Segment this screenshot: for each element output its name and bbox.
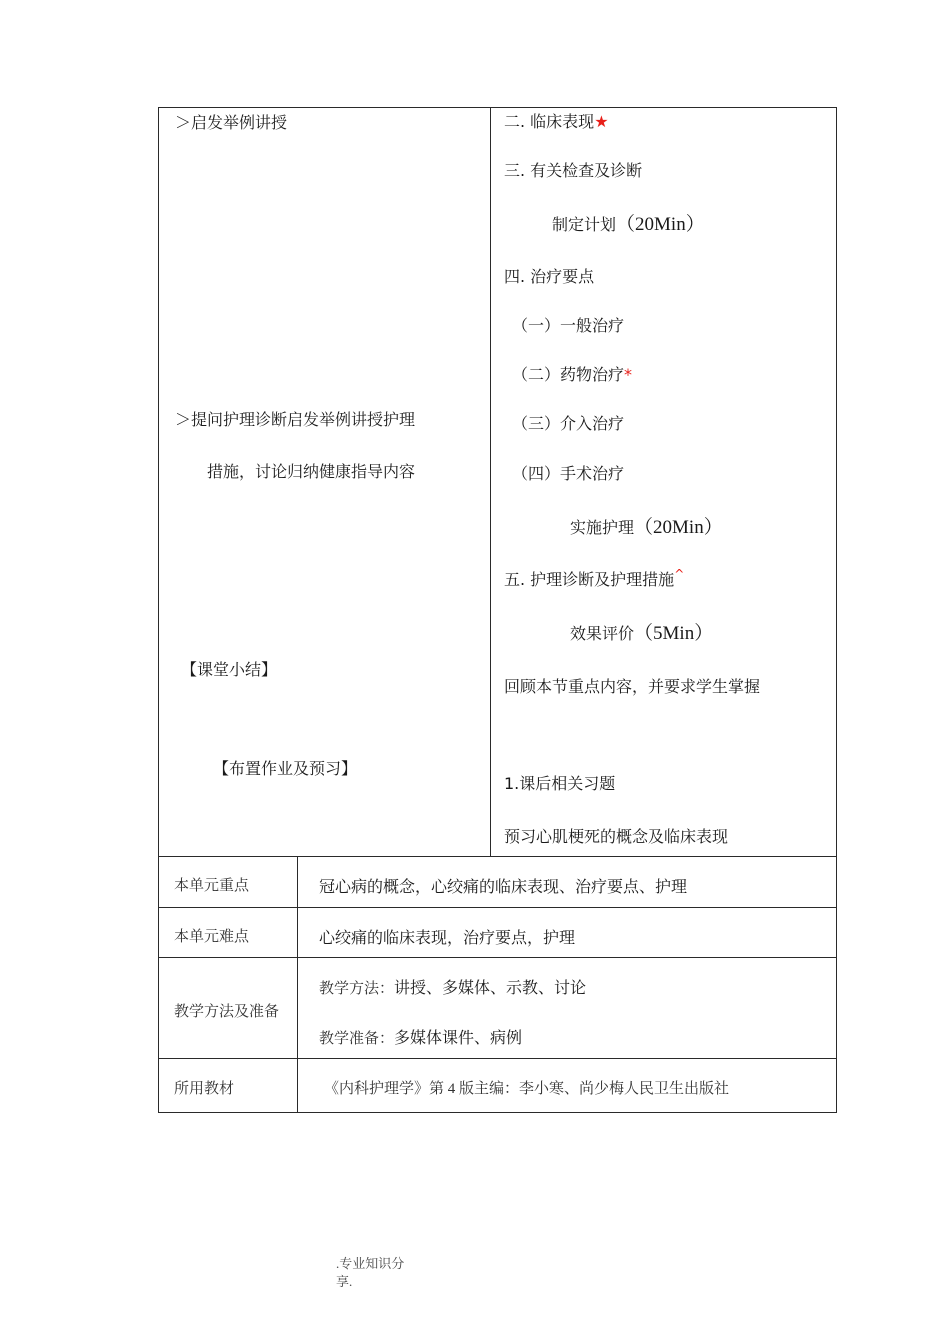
plan-time: （20Min）: [616, 214, 705, 235]
plan-label: 制定计划: [552, 215, 617, 234]
class-summary-heading: 【课堂小结】: [181, 660, 278, 679]
asterisk-icon: *: [624, 365, 633, 384]
nursing-diagnosis: [504, 567, 684, 590]
key-points-value: 冠心病的概念，心绞痛的临床表现、治疗要点、护理: [319, 877, 688, 896]
methods-prep-label: 教学方法及准备: [174, 1004, 280, 1020]
drug-treatment: [512, 362, 632, 385]
nursing-diagnosis-label: 五. 护理诊断及护理措施: [504, 570, 675, 589]
teaching-method-label: 教学方法：: [319, 981, 395, 997]
evaluate-step: [570, 618, 713, 645]
textbook-label: 所用教材: [174, 1081, 235, 1097]
table-top-border: [158, 107, 837, 108]
key-points-label: 本单元重点: [174, 878, 250, 894]
difficult-points-label: 本单元难点: [174, 929, 250, 945]
row-separator-4: [158, 1058, 837, 1059]
star-icon: ★: [594, 112, 609, 131]
lower-column-divider: [297, 856, 298, 1113]
footer-note: .专业知识分享.: [336, 1256, 405, 1289]
caret-icon: ^: [674, 567, 685, 581]
row-separator-3: [158, 957, 837, 958]
surgical-treatment: （四）手术治疗: [512, 464, 625, 483]
clinical-manifestation: [504, 109, 609, 132]
preview-text: 预习心肌梗死的概念及临床表现: [504, 827, 729, 846]
drug-treatment-label: （二）药物治疗: [512, 365, 625, 384]
interventional-treatment: （三）介入治疗: [512, 414, 625, 433]
teaching-prep-label: 教学准备：: [319, 1031, 395, 1047]
teaching-method-value: 讲授、多媒体、示教、讨论: [394, 978, 587, 997]
teaching-prep: [319, 1025, 522, 1048]
table-right-border: [836, 107, 837, 1113]
exercise-text: 1.课后相关习题: [504, 774, 616, 793]
evaluate-time: （5Min）: [634, 623, 714, 644]
row-separator-2: [158, 907, 837, 908]
implement-time: （20Min）: [634, 517, 723, 538]
clinical-manifestation-label: 二. 临床表现: [504, 112, 595, 131]
treatment-points: 四. 治疗要点: [504, 267, 595, 286]
method-heuristic: ＞启发举例讲授: [175, 113, 288, 132]
difficult-points-value: 心绞痛的临床表现，治疗要点，护理: [319, 928, 576, 947]
implement-step: [570, 512, 723, 539]
exam-diagnosis: 三. 有关检查及诊断: [504, 161, 643, 180]
homework-heading: 【布置作业及预习】: [213, 759, 358, 778]
review-text: 回顾本节重点内容，并要求学生掌握: [504, 677, 761, 696]
row-separator-1: [158, 856, 837, 857]
method-questioning-line-1: ＞提问护理诊断启发举例讲授护理: [175, 410, 416, 429]
general-treatment: （一）一般治疗: [512, 316, 625, 335]
method-questioning-line-2: 措施，讨论归纳健康指导内容: [207, 462, 416, 481]
teaching-prep-value: 多媒体课件、病例: [394, 1028, 523, 1047]
plan-step: [552, 209, 705, 236]
implement-label: 实施护理: [570, 518, 635, 537]
table-bottom-border: [158, 1112, 837, 1113]
textbook-value: 《内科护理学》第 4 版主编：李小寒、尚少梅人民卫生出版社: [324, 1081, 730, 1097]
upper-column-divider: [490, 107, 491, 857]
evaluate-label: 效果评价: [570, 624, 635, 643]
teaching-method: [319, 975, 586, 998]
table-left-border: [158, 107, 159, 1113]
